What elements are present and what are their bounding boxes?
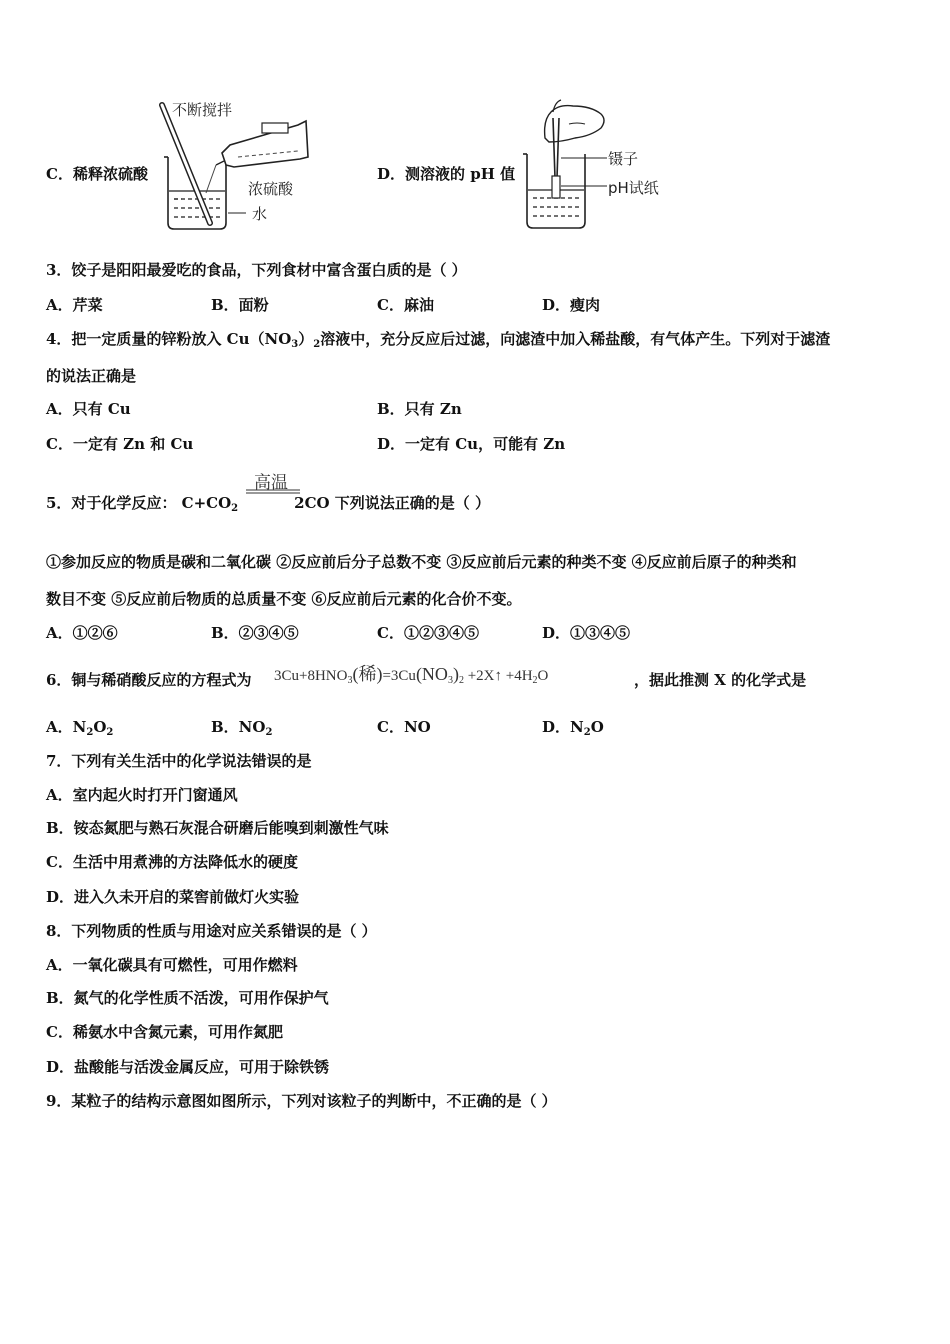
q7-option-b: B．铵态氮肥与熟石灰混合研磨后能嗅到刺激性气味 bbox=[46, 819, 389, 837]
q4-stem-line2: 的说法正确是 bbox=[46, 367, 137, 385]
q8-option-b: B．氮气的化学性质不活泼，可用作保护气 bbox=[46, 989, 329, 1007]
q7-stem: 7．下列有关生活中的化学说法错误的是 bbox=[46, 752, 312, 770]
q3-option-b: B．面粉 bbox=[211, 296, 269, 314]
q5-option-c: C．①②③④⑤ bbox=[377, 624, 479, 642]
q3-stem: 3．饺子是阳阳最爱吃的食品，下列食材中富含蛋白质的是（ ） bbox=[46, 261, 467, 279]
q5-condition: 高温 bbox=[254, 473, 288, 492]
label-ph-paper: pH试纸 bbox=[608, 179, 659, 197]
q5-stem: 5．对于化学反应： $C+CO_2$ 2CO 下列说法正确的是（ ） bbox=[46, 494, 491, 514]
q4-option-c: C．一定有 Zn 和 Cu bbox=[46, 435, 194, 453]
q8-option-a: A．一氧化碳具有可燃性，可用作燃料 bbox=[46, 956, 298, 974]
q6-option-c: C．NO bbox=[377, 718, 431, 736]
q6-stem-tail: ，据此推测 X 的化学式是 bbox=[634, 671, 807, 689]
label-tweezers: 镊子 bbox=[608, 150, 639, 168]
label-stir: 不断搅拌 bbox=[172, 101, 233, 119]
q5-option-d: D．①③④⑤ bbox=[542, 624, 631, 642]
q3-option-a: A．芹菜 bbox=[46, 296, 103, 314]
q5-reaction-arrow bbox=[246, 489, 300, 495]
q4-option-a: A．只有 Cu bbox=[46, 400, 131, 418]
q7-option-a: A．室内起火时打开门窗通风 bbox=[46, 786, 238, 804]
q4-stem: 4．把一定质量的锌粉放入 $Cu(NO_3)_2$溶液中，充分反应后过滤，向滤渣中加入稀盐酸，有气体产生。下列对于滤渣 bbox=[46, 330, 831, 350]
q2-option-d: D．测溶液的 pH 值 bbox=[377, 165, 516, 183]
q5-list-line2: 数目不变 ⑤反应前后物质的总质量不变 ⑥反应前后元素的化合价不变。 bbox=[46, 590, 522, 608]
q2-option-c: C．稀释浓硫酸 bbox=[46, 165, 148, 183]
q6-option-d: D．$N_2O$ bbox=[542, 718, 604, 738]
q9-stem: 9．某粒子的结构示意图如图所示，下列对该粒子的判断中，不正确的是（ ） bbox=[46, 1092, 557, 1110]
q5-list-line1: ①参加反应的物质是碳和二氧化碳 ②反应前后分子总数不变 ③反应前后元素的种类不变 ④反应前后原子的种类和 bbox=[46, 553, 797, 571]
q7-option-d: D．进入久未开启的菜窖前做灯火实验 bbox=[46, 888, 300, 906]
label-water: 水 bbox=[252, 205, 268, 223]
q5-option-a: A．①②⑥ bbox=[46, 624, 118, 642]
q6-stem: 6．铜与稀硝酸反应的方程式为 bbox=[46, 671, 252, 689]
label-conc-acid: 浓硫酸 bbox=[248, 180, 294, 198]
q4-option-d: D．一定有 Cu，可能有 Zn bbox=[377, 435, 566, 453]
q3-option-d: D．瘦肉 bbox=[542, 296, 601, 314]
q8-option-c: C．稀氨水中含氮元素，可用作氮肥 bbox=[46, 1023, 283, 1041]
q6-equation: $3Cu+8HNO_3$(稀)$=3Cu(NO_3)_2$ +2X↑ $+4H_2O$ bbox=[274, 664, 549, 686]
q7-option-c: C．生活中用煮沸的方法降低水的硬度 bbox=[46, 853, 298, 871]
q5-option-b: B．②③④⑤ bbox=[211, 624, 299, 642]
q6-option-b: B．$NO_2$ bbox=[211, 718, 273, 738]
q8-option-d: D．盐酸能与活泼金属反应，可用于除铁锈 bbox=[46, 1058, 330, 1076]
q4-option-b: B．只有 Zn bbox=[377, 400, 462, 418]
q3-option-c: C．麻油 bbox=[377, 296, 434, 314]
q8-stem: 8．下列物质的性质与用途对应关系错误的是（ ） bbox=[46, 922, 377, 940]
q6-option-a: A．$N_2O_2$ bbox=[46, 718, 114, 738]
